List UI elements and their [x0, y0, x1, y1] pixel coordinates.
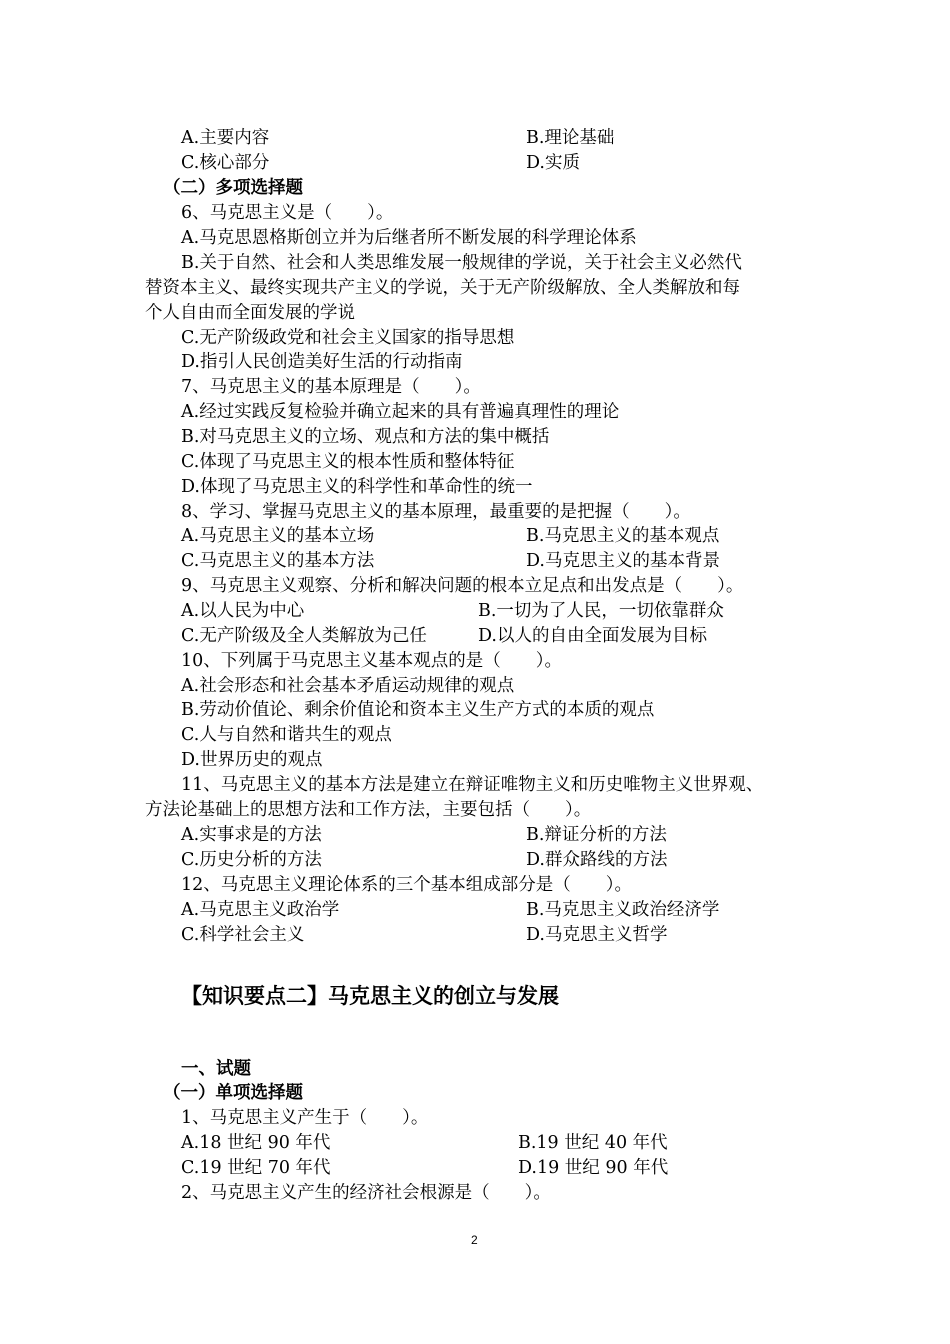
option-text: C.无产阶级及全人类解放为己任: [181, 626, 427, 646]
section-subtitle: （一）单项选择题: [163, 1083, 303, 1103]
question-text: 12、马克思主义理论体系的三个基本组成部分是（ ）。: [181, 875, 633, 895]
option-text: D.实质: [526, 153, 580, 173]
question-text: 2、马克思主义产生的经济社会根源是（ ）。: [181, 1183, 551, 1203]
option-text: A.实事求是的方法: [181, 825, 322, 845]
option-text: 替资本主义、最终实现共产主义的学说，关于无产阶级解放、全人类解放和每: [145, 278, 740, 298]
option-text: D.体现了马克思主义的科学性和革命性的统一: [181, 477, 533, 497]
section-heading: 【知识要点二】马克思主义的创立与发展: [181, 984, 559, 1008]
option-text: C.历史分析的方法: [181, 850, 322, 870]
option-text: C.无产阶级政党和社会主义国家的指导思想: [181, 328, 515, 348]
option-text: B.理论基础: [526, 128, 615, 148]
question-text: 7、马克思主义的基本原理是（ ）。: [181, 377, 481, 397]
option-text: A.马克思恩格斯创立并为后继者所不断发展的科学理论体系: [181, 228, 637, 248]
question-text: 6、马克思主义是（ ）。: [181, 203, 394, 223]
option-text: 个人自由而全面发展的学说: [145, 303, 355, 323]
option-text: B.马克思主义的基本观点: [526, 526, 720, 546]
option-text: A.18 世纪 90 年代: [181, 1133, 331, 1153]
option-text: A.马克思主义政治学: [181, 900, 340, 920]
option-text: B.对马克思主义的立场、观点和方法的集中概括: [181, 427, 550, 447]
option-text: C.人与自然和谐共生的观点: [181, 725, 392, 745]
page-number: 2: [471, 1233, 478, 1247]
option-text: D.指引人民创造美好生活的行动指南: [181, 352, 463, 372]
option-text: B.关于自然、社会和人类思维发展一般规律的学说，关于社会主义必然代: [181, 253, 742, 273]
option-text: C.核心部分: [181, 153, 270, 173]
option-text: D.19 世纪 90 年代: [518, 1158, 669, 1178]
option-text: A.经过实践反复检验并确立起来的具有普遍真理性的理论: [181, 402, 620, 422]
option-text: D.世界历史的观点: [181, 750, 323, 770]
question-text: 10、下列属于马克思主义基本观点的是（ ）。: [181, 651, 563, 671]
option-text: A.马克思主义的基本立场: [181, 526, 375, 546]
option-text: B.一切为了人民，一切依靠群众: [478, 601, 724, 621]
question-text: 11、马克思主义的基本方法是建立在辩证唯物主义和历史唯物主义世界观、: [181, 775, 764, 795]
option-text: B.19 世纪 40 年代: [518, 1133, 668, 1153]
option-text: D.群众路线的方法: [526, 850, 668, 870]
part-title: 一、试题: [181, 1059, 251, 1079]
question-text: 1、马克思主义产生于（ ）。: [181, 1108, 429, 1128]
option-text: C.科学社会主义: [181, 925, 305, 945]
question-text: 方法论基础上的思想方法和工作方法，主要包括（ ）。: [145, 800, 592, 820]
question-text: 8、学习、掌握马克思主义的基本原理，最重要的是把握（ ）。: [181, 502, 691, 522]
option-text: B.辩证分析的方法: [526, 825, 667, 845]
section-subtitle: （二）多项选择题: [163, 178, 303, 198]
option-text: A.社会形态和社会基本矛盾运动规律的观点: [181, 676, 515, 696]
option-text: D.马克思主义的基本背景: [526, 551, 720, 571]
option-text: C.体现了马克思主义的根本性质和整体特征: [181, 452, 515, 472]
question-text: 9、马克思主义观察、分析和解决问题的根本立足点和出发点是（ ）。: [181, 576, 744, 596]
option-text: B.马克思主义政治经济学: [526, 900, 720, 920]
option-text: B.劳动价值论、剩余价值论和资本主义生产方式的本质的观点: [181, 700, 655, 720]
option-text: C.马克思主义的基本方法: [181, 551, 375, 571]
option-text: A.以人民为中心: [181, 601, 305, 621]
option-text: D.马克思主义哲学: [526, 925, 668, 945]
option-text: D.以人的自由全面发展为目标: [478, 626, 707, 646]
option-text: C.19 世纪 70 年代: [181, 1158, 331, 1178]
option-text: A.主要内容: [181, 128, 270, 148]
